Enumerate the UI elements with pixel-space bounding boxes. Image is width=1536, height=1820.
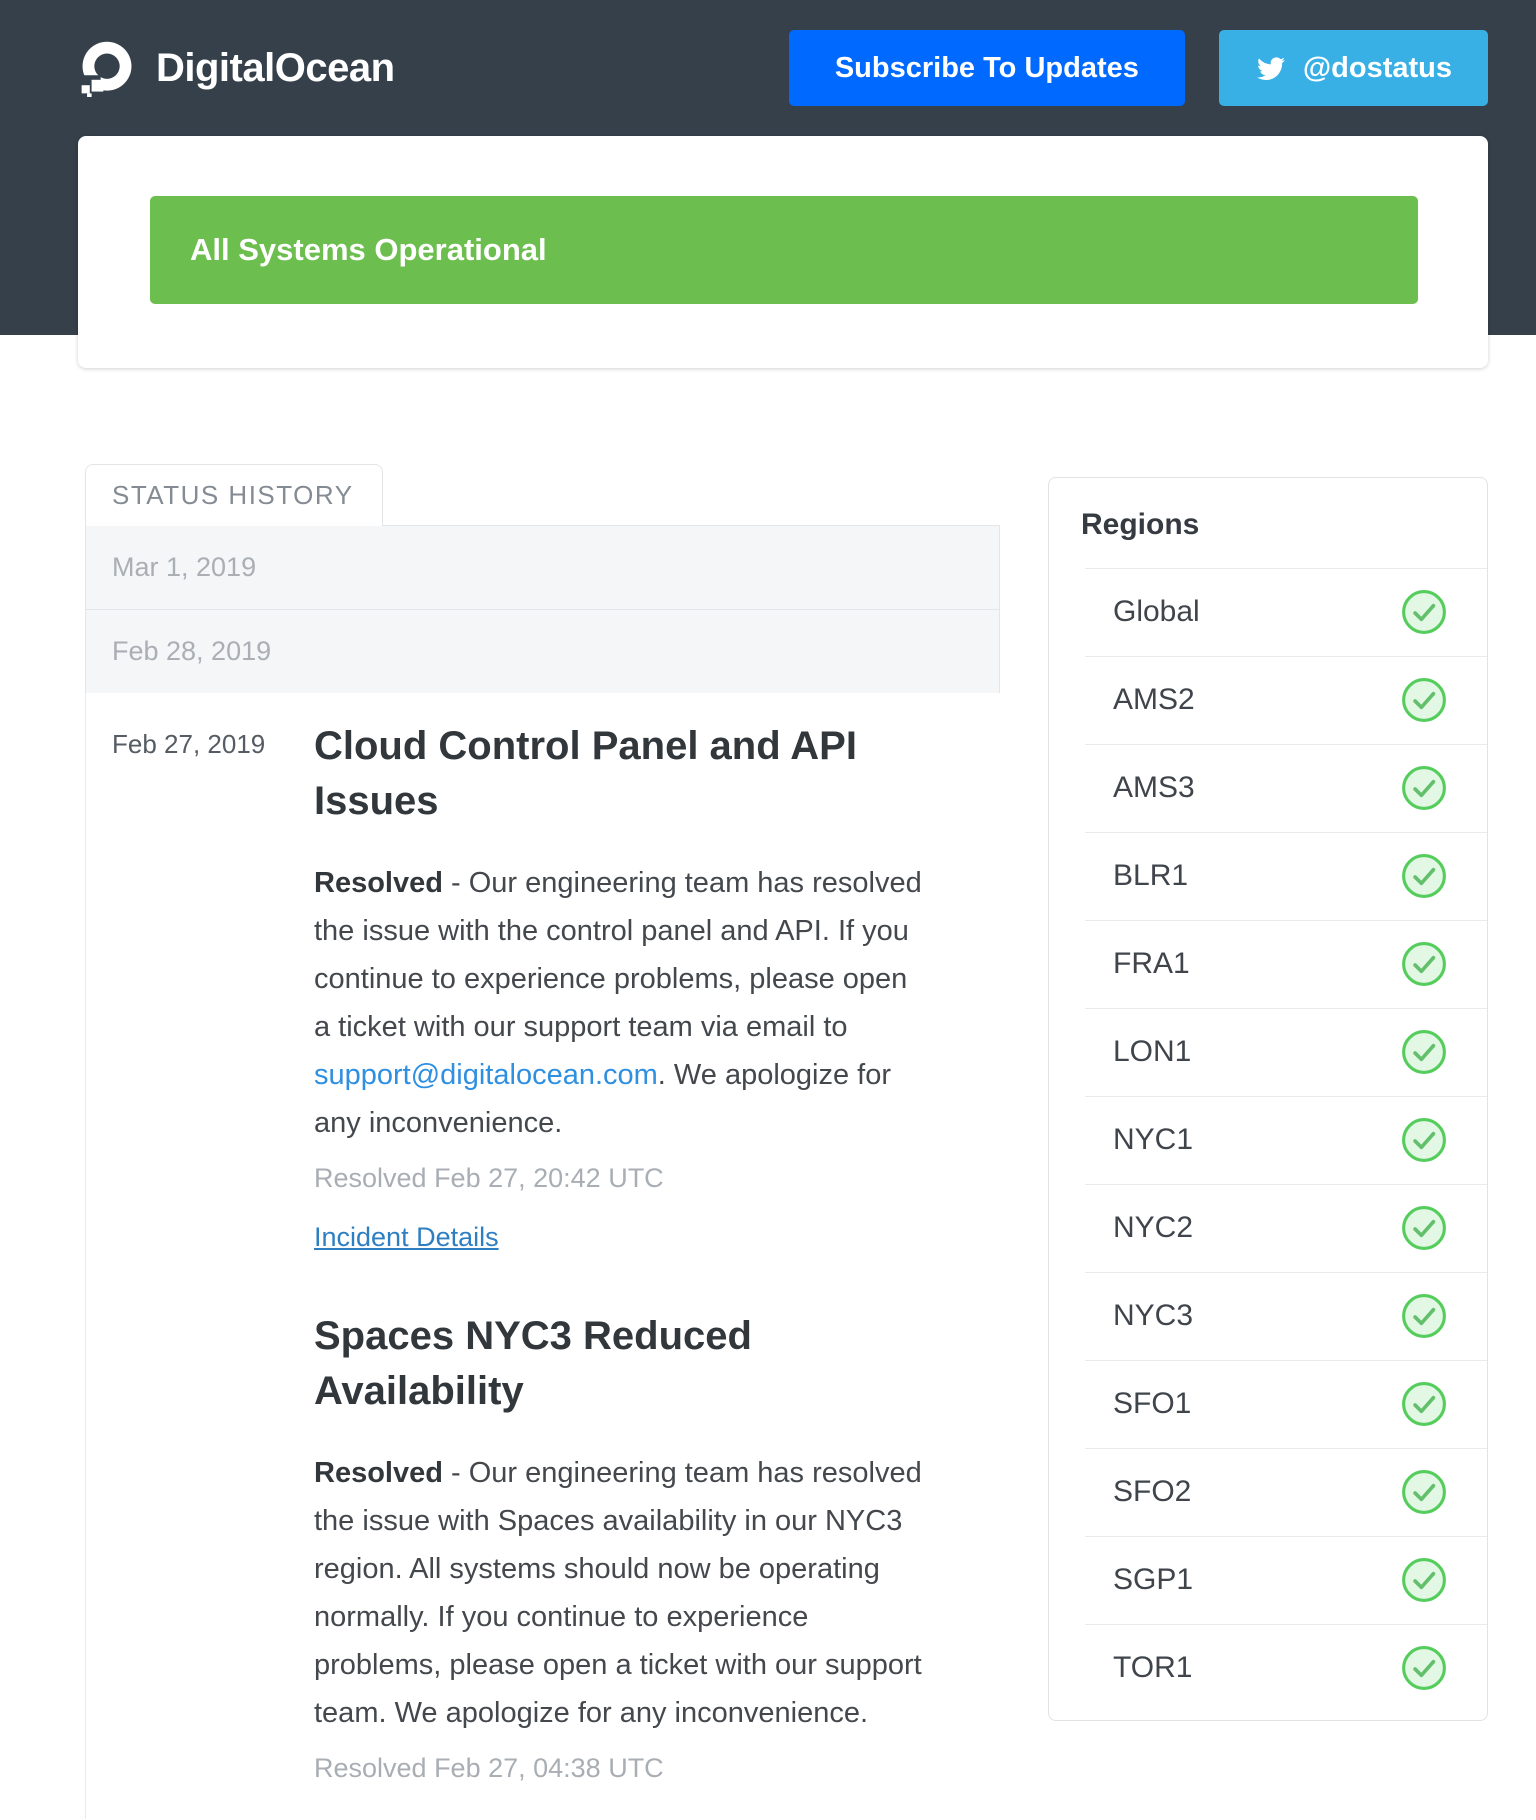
region-name: SFO1 [1113,1387,1192,1420]
check-circle-icon [1401,765,1447,811]
region-name: NYC2 [1113,1211,1194,1244]
region-row-lon1 [1049,1008,1487,1096]
check-circle-icon [1401,1381,1447,1427]
region-row-tor1 [1049,1624,1487,1712]
status-banner [150,196,1418,304]
subscribe-button-label: Subscribe To Updates [834,51,1139,84]
incident-content [314,1309,926,1812]
incident-timestamp: Resolved Feb 27, 04:38 UTC [314,1753,664,1783]
region-name: NYC1 [1113,1123,1194,1156]
page-header [0,0,1536,335]
top-bar [0,0,1536,136]
check-circle-icon [1401,1557,1447,1603]
region-row-nyc2 [1049,1184,1487,1272]
region-row-nyc1 [1049,1096,1487,1184]
region-name: SFO2 [1113,1475,1192,1508]
main-content [0,335,1536,1819]
check-circle-icon [1401,941,1447,987]
support-email-link[interactable]: support@digitalocean.com [314,1059,658,1091]
region-row-sgp1 [1049,1536,1487,1624]
incident-status-label: Resolved [314,867,443,899]
incident-title: Cloud Control Panel and API Issues [314,724,857,823]
check-circle-icon [1401,1645,1447,1691]
incident-date [86,1309,314,1812]
check-circle-icon [1401,589,1447,635]
twitter-button-label: @dostatus [1302,51,1452,84]
region-row-ams3 [1049,744,1487,832]
region-name: FRA1 [1113,947,1190,980]
check-circle-icon [1401,1029,1447,1075]
digitalocean-logo-icon [78,39,136,97]
region-name: BLR1 [1113,859,1189,892]
region-name: SGP1 [1113,1563,1194,1596]
tab-status-history-label: STATUS HISTORY [112,480,354,510]
region-row-fra1 [1049,920,1487,1008]
region-name: Global [1113,595,1200,628]
region-row-sfo1 [1049,1360,1487,1448]
region-name: NYC3 [1113,1299,1194,1332]
regions-panel [1048,477,1488,1721]
region-name: LON1 [1113,1035,1192,1068]
incident-body [314,859,926,1147]
status-card [78,136,1488,368]
incident-body-text: - Our engineering team has resolved the issue with the control panel and API. If you continue to experience problems, please open a ticket with our support team via email to [314,867,922,1043]
incident-list [85,693,1000,1819]
check-circle-icon [1401,1117,1447,1163]
check-circle-icon [1401,1293,1447,1339]
incident-item [86,719,1000,1253]
check-circle-icon [1401,1469,1447,1515]
status-banner-label: All Systems Operational [190,232,547,267]
incident-body [314,1449,926,1737]
brand-name: DigitalOcean [156,45,395,90]
region-row-sfo2 [1049,1448,1487,1536]
region-row-global [1049,568,1487,656]
date-row-label: Mar 1, 2019 [112,552,257,582]
incident-body-text: - Our engineering team has resolved the issue with Spaces availability in our NYC3 region. All systems should now be operating normally. If you continue to experience problems, please open a ticket with our support team. We apologize for any inconvenience. [314,1457,922,1729]
date-row-label: Feb 28, 2019 [112,636,272,666]
region-name: AMS3 [1113,771,1195,804]
check-circle-icon [1401,1205,1447,1251]
subscribe-button[interactable] [789,30,1185,106]
incident-item [86,1309,1000,1812]
incident-timestamp: Resolved Feb 27, 20:42 UTC [314,1163,664,1193]
incident-date: Feb 27, 2019 [112,729,266,759]
date-row [85,525,1000,609]
check-circle-icon [1401,677,1447,723]
region-name: TOR1 [1113,1651,1193,1684]
twitter-bird-icon [1255,52,1287,84]
regions-panel-title: Regions [1081,508,1200,541]
region-name: AMS2 [1113,683,1195,716]
incident-content [314,719,926,1253]
incident-status-label: Resolved [314,1457,443,1489]
incident-body-text: . We apologize for any inconvenience. [314,1059,892,1139]
incident-title: Spaces NYC3 Reduced Availability [314,1314,752,1413]
twitter-button[interactable] [1219,30,1488,106]
check-circle-icon [1401,853,1447,899]
digitalocean-logo[interactable] [78,39,395,97]
incident-details-link[interactable]: Incident Details [314,1222,499,1252]
date-row [85,609,1000,693]
region-row-ams2 [1049,656,1487,744]
region-row-blr1 [1049,832,1487,920]
tab-status-history[interactable] [85,464,383,526]
status-history-section [85,464,1000,1819]
region-row-nyc3 [1049,1272,1487,1360]
